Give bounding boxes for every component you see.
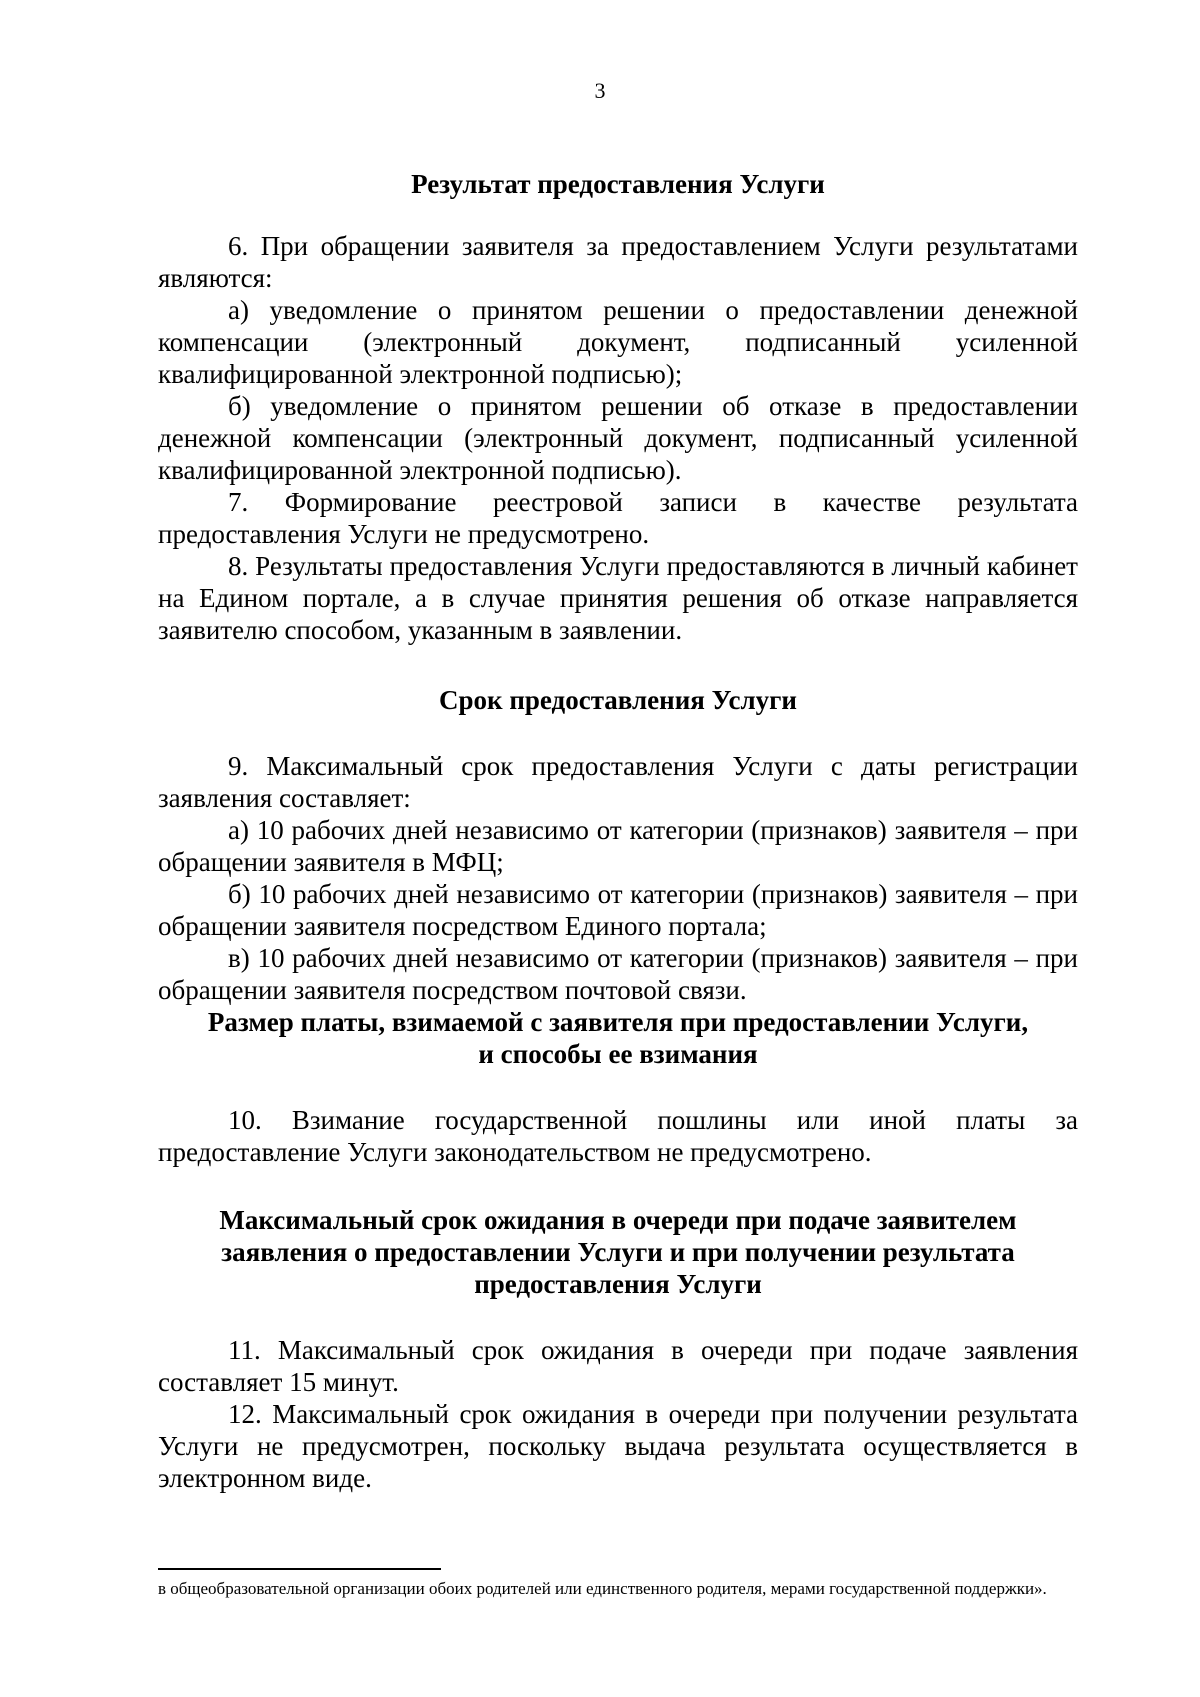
paragraph-6b: б) уведомление о принятом решении об отказе в предоставлении денежной компенсации (электронный документ, подписанный усиленной квалифицированной электронной подписью).: [158, 391, 1078, 485]
paragraph-9c: в) 10 рабочих дней независимо от категории (признаков) заявителя – при обращении заявителя посредством почтовой связи.: [158, 943, 1078, 1005]
section-heading-fee-line-2: и способы ее взимания: [478, 1039, 758, 1069]
paragraph-9a: а) 10 рабочих дней независимо от категории (признаков) заявителя – при обращении заявителя в МФЦ;: [158, 815, 1078, 877]
paragraph-7: 7. Формирование реестровой записи в качестве результата предоставления Услуги не предусмотрено.: [158, 487, 1078, 549]
paragraph-9: 9. Максимальный срок предоставления Услуги с даты регистрации заявления составляет:: [158, 751, 1078, 813]
section-heading-queue-line-3: предоставления Услуги: [474, 1269, 762, 1299]
footnote-divider: [158, 1568, 441, 1570]
paragraph-6: 6. При обращении заявителя за предоставлением Услуги результатами являются:: [158, 231, 1078, 293]
section-heading-queue: [158, 1204, 1078, 1300]
section-heading-fee-line-1: Размер платы, взимаемой с заявителя при предоставлении Услуги,: [207, 1007, 1029, 1037]
paragraph-6a: а) уведомление о принятом решении о предоставлении денежной компенсации (электронный документ, подписанный усиленной квалифицированной электронной подписью);: [158, 295, 1078, 389]
page-number: 3: [594, 78, 606, 103]
paragraph-11: 11. Максимальный срок ожидания в очереди при подаче заявления составляет 15 минут.: [158, 1335, 1078, 1397]
paragraph-12: 12. Максимальный срок ожидания в очереди при получении результата Услуги не предусмотрен, поскольку выдача результата осуществляется в электронном виде.: [158, 1399, 1078, 1493]
section-heading-queue-line-1: Максимальный срок ожидания в очереди при подаче заявителем: [219, 1205, 1017, 1235]
section-heading-queue-line-2: заявления о предоставлении Услуги и при получении результата: [221, 1237, 1015, 1267]
paragraph-10: 10. Взимание государственной пошлины или иной платы за предоставление Услуги законодательством не предусмотрено.: [158, 1105, 1078, 1167]
document-body: [158, 168, 1078, 1494]
section-heading-term: Срок предоставления Услуги: [439, 685, 797, 715]
section-heading-result: Результат предоставления Услуги: [411, 169, 825, 199]
section-heading-fee: [158, 1006, 1078, 1070]
footnote-text: в общеобразовательной организации обоих родителей или единственного родителя, мерами государственной поддержки».: [158, 1579, 1047, 1598]
paragraph-8: 8. Результаты предоставления Услуги предоставляются в личный кабинет на Едином портале, а в случае принятия решения об отказе направляется заявителю способом, указанным в заявлении.: [158, 551, 1078, 645]
paragraph-9b: б) 10 рабочих дней независимо от категории (признаков) заявителя – при обращении заявителя посредством Единого портала;: [158, 879, 1078, 941]
